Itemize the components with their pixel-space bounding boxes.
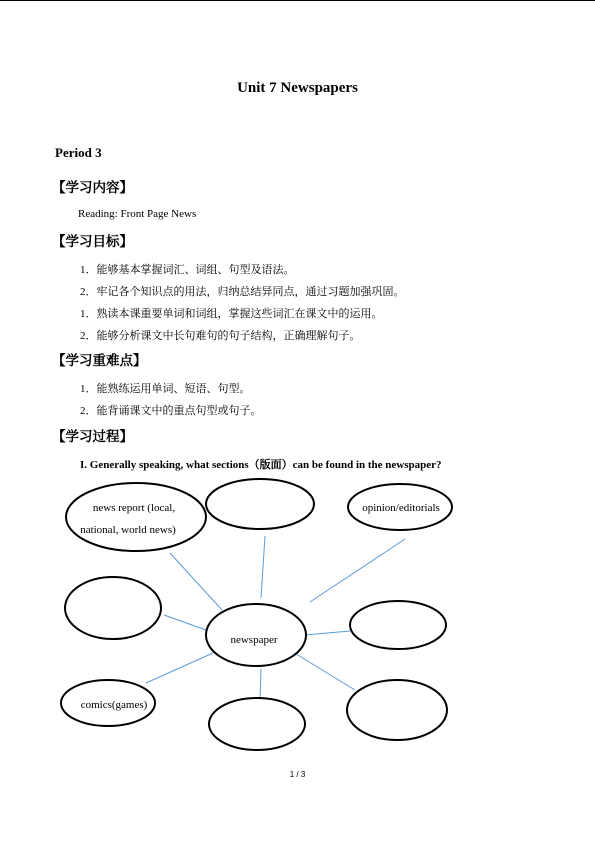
ellipse-news-report bbox=[66, 483, 206, 551]
keypoints-heading: 【学习重难点】 bbox=[52, 353, 147, 369]
content-heading: 【学习内容】 bbox=[52, 180, 133, 196]
connector-line bbox=[164, 615, 206, 630]
news-report-label-line1: news report (local, bbox=[92, 502, 176, 514]
opinion-label: opinion/editorials bbox=[362, 502, 440, 514]
goal-item: 2．牢记各个知识点的用法，归纳总结异同点，通过习题加强巩固。 bbox=[80, 286, 405, 298]
goal-item: 1．熟读本课重要单词和词组，掌握这些词汇在课文中的运用。 bbox=[80, 308, 383, 320]
connector-line bbox=[146, 653, 213, 683]
goal-item: 2．能够分析课文中长句难句的句子结构，正确理解句子。 bbox=[80, 330, 361, 342]
comics-label: comics(games) bbox=[80, 699, 148, 711]
newspaper-label: newspaper bbox=[230, 634, 278, 646]
keypoint-item: 1．能熟练运用单词、短语、句型。 bbox=[80, 383, 251, 395]
goals-heading: 【学习目标】 bbox=[52, 234, 133, 250]
ellipse-blank-lower-right bbox=[347, 680, 447, 740]
content-text: Reading: Front Page News bbox=[78, 208, 197, 220]
connector-line bbox=[261, 536, 265, 598]
top-rule bbox=[0, 0, 595, 1]
news-report-label-line2: national, world news) bbox=[80, 524, 176, 536]
mind-map-diagram bbox=[0, 470, 595, 760]
ellipse-blank-bottom bbox=[209, 698, 305, 750]
connector-line bbox=[305, 631, 350, 635]
process-heading: 【学习过程】 bbox=[52, 429, 133, 445]
question-text: I. Generally speaking, what sections（版面）can be found in the newspaper? bbox=[80, 459, 442, 471]
keypoint-item: 2．能背诵课文中的重点句型或句子。 bbox=[80, 405, 262, 417]
page-title: Unit 7 Newspapers bbox=[237, 80, 358, 96]
page-number: 1 / 3 bbox=[289, 770, 306, 779]
connector-line bbox=[310, 539, 405, 602]
ellipse-blank-top bbox=[206, 479, 314, 529]
connector-line bbox=[296, 654, 355, 690]
ellipse-blank-left bbox=[65, 577, 161, 639]
ellipse-blank-right bbox=[350, 601, 446, 649]
connector-line bbox=[260, 669, 261, 700]
period-label: Period 3 bbox=[55, 145, 102, 160]
connector-line bbox=[170, 553, 222, 610]
goal-item: 1．能够基本掌握词汇、词组、句型及语法。 bbox=[80, 264, 295, 276]
